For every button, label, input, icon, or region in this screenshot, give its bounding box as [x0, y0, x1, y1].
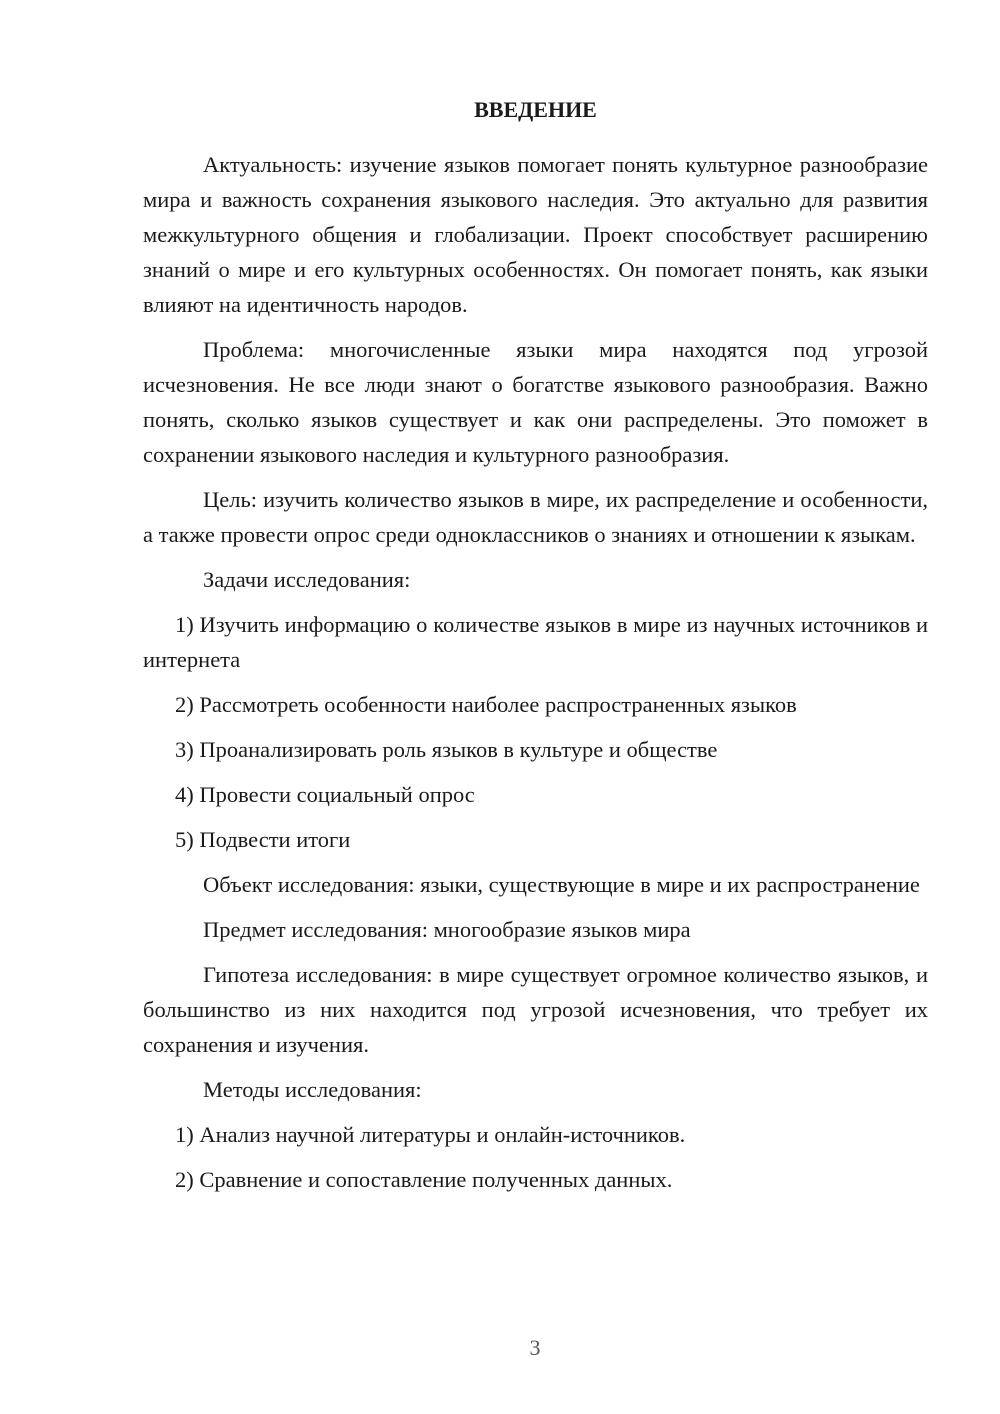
paragraph-relevance: Актуальность: изучение языков помогает понять культурное разнообразие мира и важность сохранения языкового наследия. Это актуально для развития межкультурного общения и глобализации. Проект способствует расширению знаний о мире и его культурных особенностях. Он помогает понять, как языки влияют на идентичность народов. — [143, 152, 928, 317]
task-item: 3) Проанализировать роль языков в культуре и обществе — [175, 737, 718, 762]
page-number: 3 — [529, 1335, 541, 1360]
method-item: 2) Сравнение и сопоставление полученных данных. — [175, 1167, 673, 1192]
task-item: 4) Провести социальный опрос — [175, 782, 475, 807]
paragraph-object: Объект исследования: языки, существующие в мире и их распространение — [203, 872, 920, 897]
page-title: ВВЕДЕНИЕ — [474, 97, 597, 122]
task-item: 5) Подвести итоги — [175, 827, 351, 852]
method-item: 1) Анализ научной литературы и онлайн-источников. — [175, 1122, 686, 1147]
task-item: 2) Рассмотреть особенности наиболее распространенных языков — [175, 692, 797, 717]
tasks-heading: Задачи исследования: — [203, 567, 411, 592]
task-item: 1) Изучить информацию о количестве языков в мире из научных источников и интернета — [143, 612, 928, 672]
paragraph-subject: Предмет исследования: многообразие языков мира — [203, 917, 691, 942]
methods-heading: Методы исследования: — [203, 1077, 422, 1102]
page-content — [143, 92, 928, 1207]
paragraph-hypothesis: Гипотеза исследования: в мире существует огромное количество языков, и большинство из них находится под угрозой исчезновения, что требует их сохранения и изучения. — [143, 962, 928, 1057]
paragraph-problem: Проблема: многочисленные языки мира находятся под угрозой исчезновения. Не все люди знают о богатстве языкового разнообразия. Важно понять, сколько языков существует и как они распределены. Это поможет в сохранении языкового наследия и культурного разнообразия. — [143, 337, 928, 467]
paragraph-goal: Цель: изучить количество языков в мире, их распределение и особенности, а также провести опрос среди одноклассников о знаниях и отношении к языкам. — [143, 487, 928, 547]
